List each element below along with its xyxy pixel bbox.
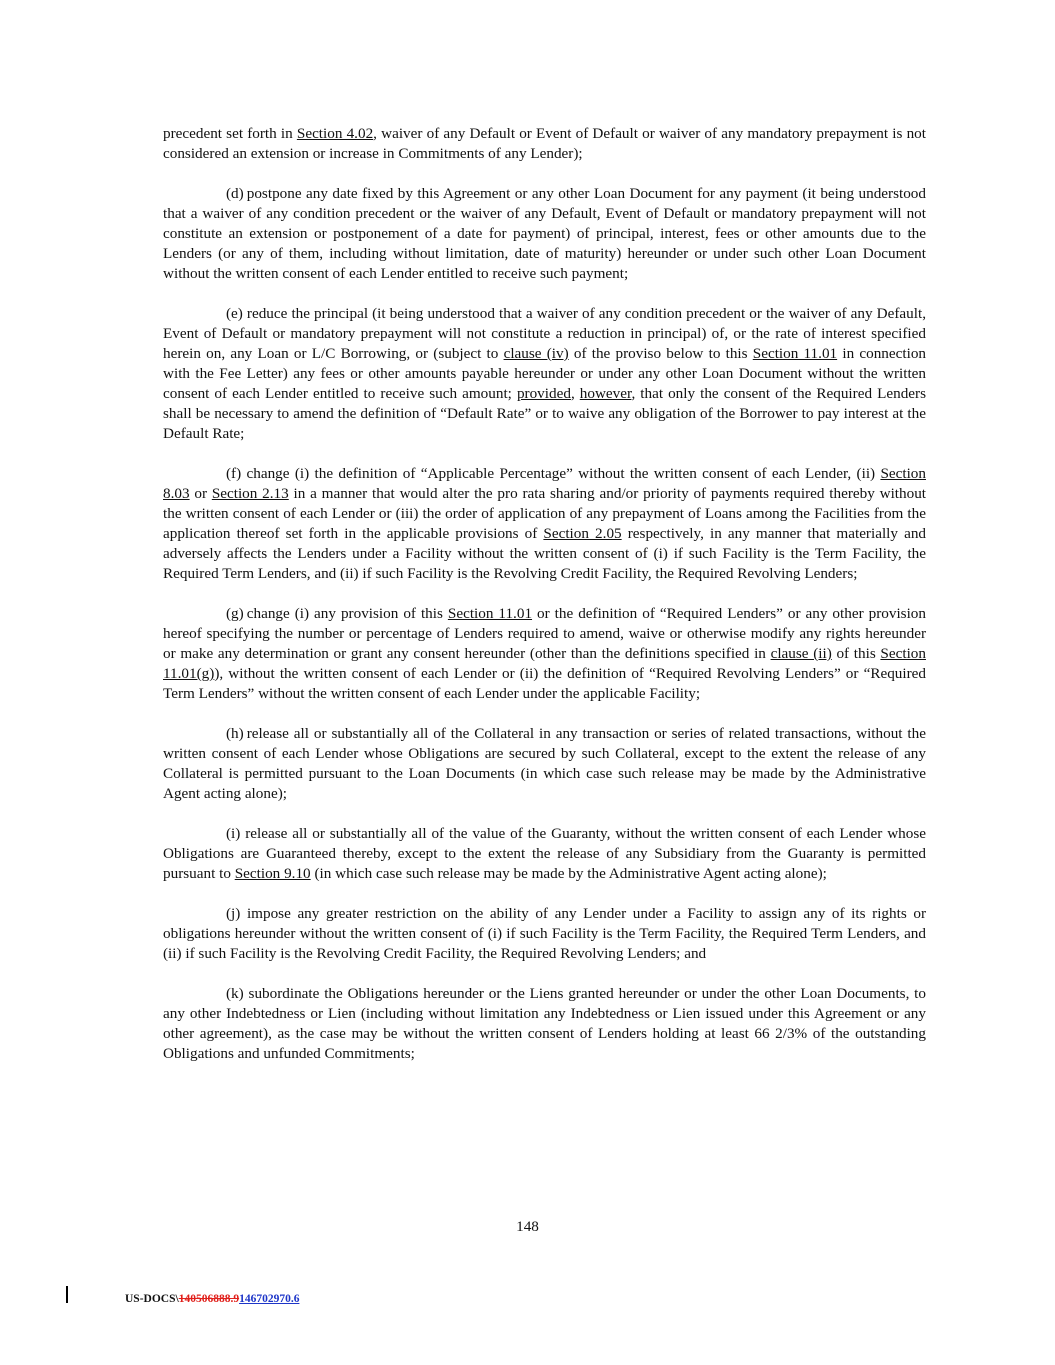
text-run: ), without the written consent of each Lender or (ii) the definition of “Required Revolving Lenders” or “Required Term Lenders” without the written consent of each Lender under the applicable Facility; [163, 665, 926, 702]
cross-reference: however [579, 385, 632, 402]
text-run: (f) change (i) the definition of “Applicable Percentage” without the written consent of each Lender, (ii) [226, 465, 881, 482]
footer-document-id [125, 1289, 299, 1309]
footer-deleted-id: 140506888.9 [178, 1293, 240, 1305]
paragraph-e [163, 304, 926, 444]
document-body [163, 124, 926, 1084]
text-run: (g) change (i) any provision of this [226, 605, 448, 622]
cross-reference: Section 11.01 [447, 605, 533, 622]
cross-reference: Section 8.03 [163, 465, 926, 502]
paragraph-j [163, 904, 926, 964]
text-run: (i) release all or substantially all of the value of the Guaranty, without the written consent of each Lender whose Obligations are Guaranteed thereby, except to the extent the release of any Subsidiary from the Guaranty is permitted pursuant to [163, 825, 926, 882]
cross-reference: clause (iv) [503, 345, 569, 362]
cross-reference: provided [516, 385, 571, 402]
text-run: (in which case such release may be made by the Administrative Agent acting alone); [310, 865, 827, 882]
text-run: of the proviso below to this [568, 345, 753, 362]
paragraph-i [163, 824, 926, 884]
text-run: of this [831, 645, 881, 662]
text-run: , waiver of any Default or Event of Default or waiver of any mandatory prepayment is not considered an extension or increase in Commitments of any Lender); [163, 125, 926, 162]
cross-reference: Section 2.13 [211, 485, 289, 502]
cross-reference: Section 2.05 [543, 525, 622, 542]
text-run: or [189, 485, 212, 502]
cross-reference: clause (ii) [770, 645, 832, 662]
paragraph-k [163, 984, 926, 1064]
cross-reference: Section 4.02 [296, 125, 374, 142]
text-run: (h) release all or substantially all of the Collateral in any transaction or series of related transactions, without the written consent of each Lender whose Obligations are secured by such Collateral, except to the extent the release of any Collateral is permitted pursuant to the Loan Documents (in which case such release may be made by the Administrative Agent acting alone); [163, 725, 926, 802]
text-run: (d) postpone any date fixed by this Agreement or any other Loan Document for any payment (it being understood that a waiver of any condition precedent or the waiver of any Default, Event of Default or mandatory prepayment will not constitute an extension or postponement of a date for payment) of principal, interest, fees or other amounts due to the Lenders (or any of them, including without limitation, date of maturity) hereunder or under such other Loan Document without the written consent of each Lender entitled to receive such payment; [163, 185, 926, 282]
footer-inserted-id: 146702970.6 [239, 1293, 300, 1305]
paragraph-h [163, 724, 926, 804]
paragraph-g [163, 604, 926, 704]
paragraph-d [163, 184, 926, 284]
text-run: in a manner that would alter the pro rata sharing and/or priority of payments required thereby without the written consent of each Lender or (iii) the order of application of any prepayment of Loans among the Facilities from the application thereof set forth in the applicable provisions of [163, 485, 927, 542]
text-run: in connection with the Fee Letter) any fees or other amounts payable hereunder or under any other Loan Document without the written consent of each Lender entitled to receive such amount; [163, 345, 926, 402]
page-number: 148 [516, 1218, 539, 1235]
cross-reference: Section 11.01 [752, 345, 838, 362]
text-run: , that only the consent of the Required Lenders shall be necessary to amend the definition of “Default Rate” or to waive any obligation of the Borrower to pay interest at the Default Rate; [163, 385, 926, 442]
text-run: respectively, in any manner that materially and adversely affects the Lenders under a Facility without the written consent of (i) if such Facility is the Term Facility, the Required Term Lenders, and (ii) if such Facility is the Revolving Credit Facility, the Required Revolving Lenders; [163, 525, 927, 582]
paragraph-intro [163, 124, 926, 164]
cross-reference: Section 9.10 [234, 865, 311, 882]
revision-change-bar [66, 1286, 68, 1303]
text-run: or the definition of “Required Lenders” or any other provision hereof specifying the number or percentage of Lenders required to amend, waive or otherwise modify any rights hereunder or make any determination or grant any consent hereunder (other than the definitions specified in [163, 605, 926, 662]
text-run: precedent set forth in [163, 125, 297, 142]
text-run: (e) reduce the principal (it being understood that a waiver of any condition precedent or the waiver of any Default, Event of Default or mandatory prepayment will not constitute a reduction in principal) of, or the rate of interest specified herein on, any Loan or L/C Borrowing, or (subject to [163, 305, 926, 362]
paragraph-f [163, 464, 926, 584]
footer-prefix: US-DOCS\ [125, 1293, 179, 1305]
cross-reference: Section 11.01(g) [163, 645, 926, 682]
text-run: (k) subordinate the Obligations hereunder or the Liens granted hereunder or under the other Loan Documents, to any other Indebtedness or Lien (including without limitation any Indebtedness or Lien issued under this Agreement or any other agreement), as the case may be without the written consent of Lenders holding at least 66 2/3% of the outstanding Obligations and unfunded Commitments; [163, 985, 926, 1062]
text-run: (j) impose any greater restriction on the ability of any Lender under a Facility to assign any of its rights or obligations hereunder without the written consent of (i) if such Facility is the Term Facility, the Required Term Lenders, and (ii) if such Facility is the Revolving Credit Facility, the Required Revolving Lenders; and [163, 905, 926, 962]
text-run: , [570, 385, 580, 402]
